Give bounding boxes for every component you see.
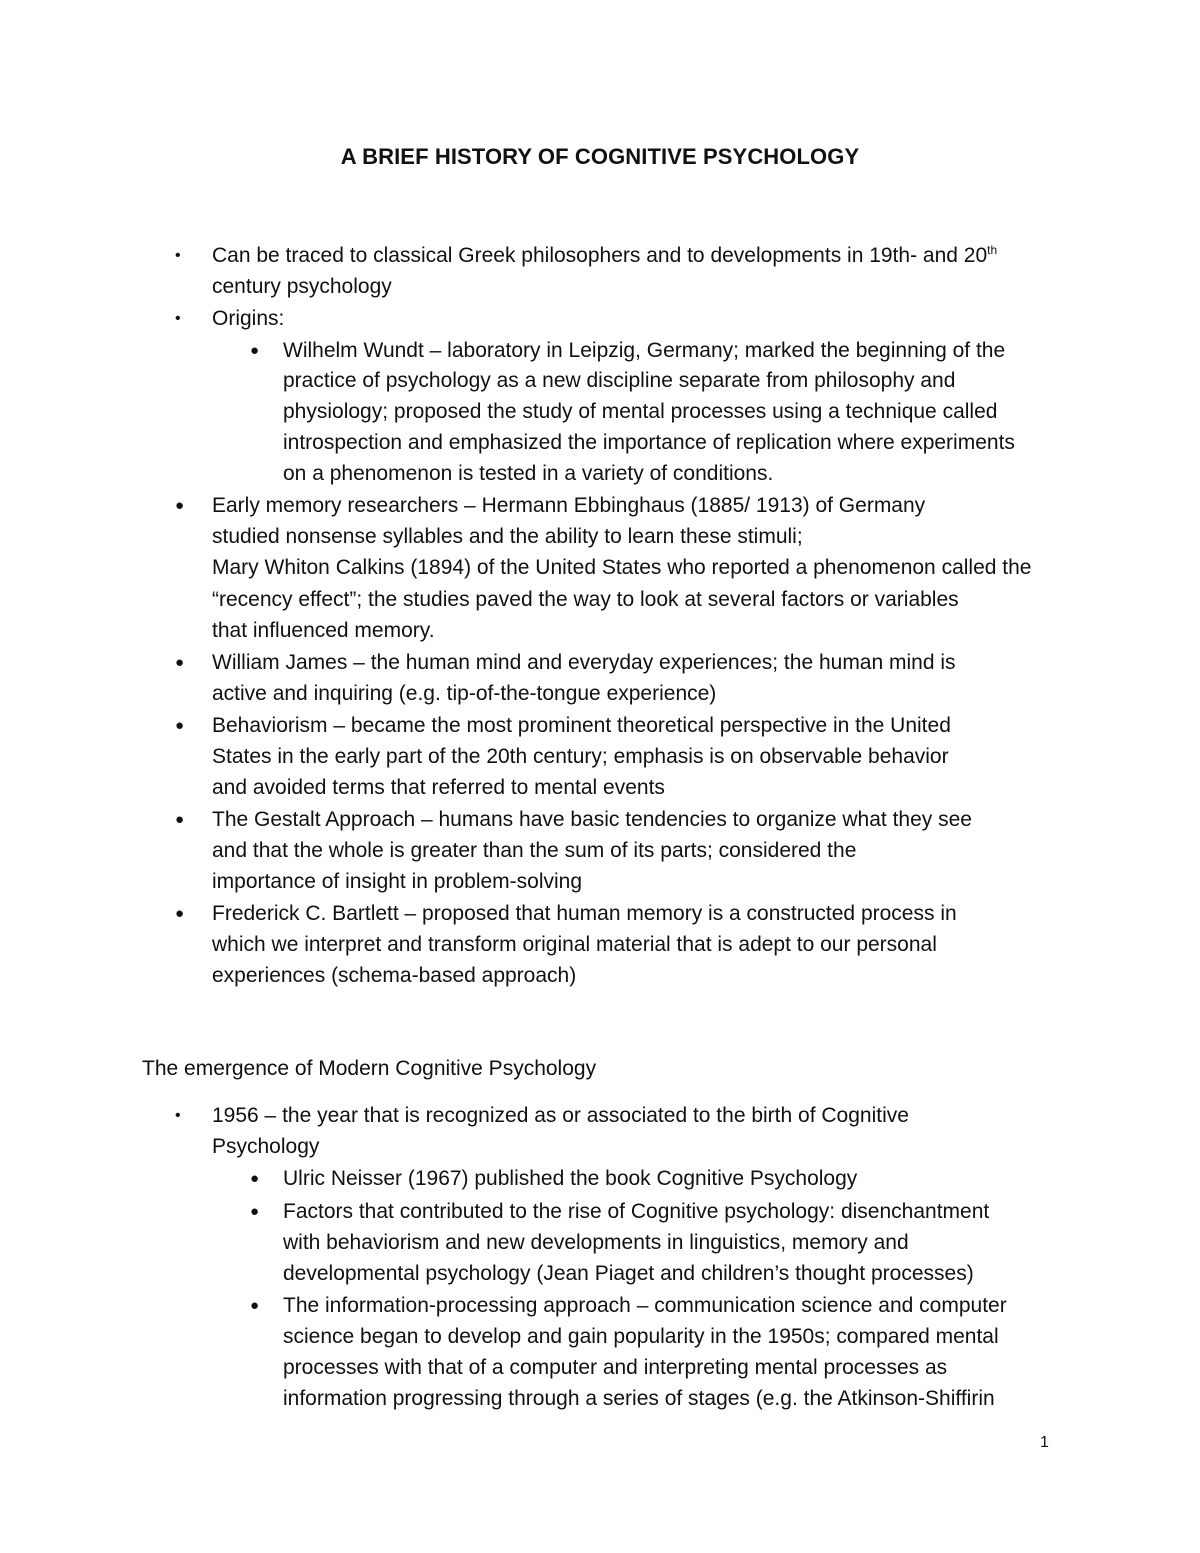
filled-bullet-icon: ● [250,342,260,359]
list-item-line: “recency effect”; the studies paved the way to look at several factors or variables [212,588,959,611]
sub-list-item-line: practice of psychology as a new discipline separate from philosophy and [283,369,956,392]
sub-list-item-line: Ulric Neisser (1967) published the book Cognitive Psychology [283,1167,858,1190]
list-item-line: Early memory researchers – Hermann Ebbinghaus (1885/ 1913) of Germany [212,494,926,517]
filled-bullet-icon: ● [175,497,185,514]
sub-list-item-line: developmental psychology (Jean Piaget and children’s thought processes) [283,1262,974,1285]
list-item-line: States in the early part of the 20th century; emphasis is on observable behavior [212,745,949,768]
filled-bullet-icon: ● [175,654,185,671]
sub-list-item-line: physiology; proposed the study of mental processes using a technique called [283,400,998,423]
list-item-line: 1956 – the year that is recognized as or associated to the birth of Cognitive [212,1104,909,1127]
list-item-line: importance of insight in problem-solving [212,870,583,893]
sub-list-item-line: Factors that contributed to the rise of Cognitive psychology: disenchantment [283,1200,990,1223]
bullet-icon: • [175,247,181,264]
sub-list-item-line: on a phenomenon is tested in a variety of conditions. [283,462,774,485]
page-number: 1 [1040,1434,1049,1451]
list-item-line: Frederick C. Bartlett – proposed that human memory is a constructed process in [212,902,957,925]
list-item-line: century psychology [212,275,392,298]
list-item-line: Origins: [212,307,285,330]
bullet-icon: • [175,1107,181,1124]
filled-bullet-icon: ● [250,1297,260,1314]
list-item-line: Behaviorism – became the most prominent theoretical perspective in the United [212,714,951,737]
filled-bullet-icon: ● [250,1170,260,1187]
filled-bullet-icon: ● [175,717,185,734]
filled-bullet-icon: ● [175,811,185,828]
list-item-line: and that the whole is greater than the sum of its parts; considered the [212,839,857,862]
list-item-line: The Gestalt Approach – humans have basic tendencies to organize what they see [212,808,972,831]
sub-list-item-line: science began to develop and gain popularity in the 1950s; compared mental [283,1325,999,1348]
document-title: A BRIEF HISTORY OF COGNITIVE PSYCHOLOGY [340,144,860,169]
sub-list-item-line: Wilhelm Wundt – laboratory in Leipzig, Germany; marked the beginning of the [283,339,1006,362]
list-item-line: and avoided terms that referred to mental events [212,776,665,799]
sub-list-item-line: The information-processing approach – communication science and computer [283,1294,1007,1317]
list-item-line: which we interpret and transform original material that is adept to our personal [212,933,937,956]
sub-list-item-line: information progressing through a series of stages (e.g. the Atkinson-Shiffirin [283,1387,995,1410]
list-item-line: experiences (schema-based approach) [212,964,577,987]
filled-bullet-icon: ● [175,905,185,922]
list-item-line: active and inquiring (e.g. tip-of-the-tongue experience) [212,682,717,705]
bullet-icon: • [175,310,181,327]
list-item-line: studied nonsense syllables and the ability to learn these stimuli; [212,525,803,548]
list-item-line: Can be traced to classical Greek philosophers and to developments in 19th- and 20th [212,243,998,267]
list-item-line: Psychology [212,1135,320,1158]
sub-list-item-line: with behaviorism and new developments in linguistics, memory and [283,1231,909,1254]
filled-bullet-icon: ● [250,1203,260,1220]
sub-list-item-line: processes with that of a computer and interpreting mental processes as [283,1356,948,1379]
section-heading: The emergence of Modern Cognitive Psychology [142,1057,597,1080]
sub-list-item-line: introspection and emphasized the importance of replication where experiments [283,431,1015,454]
list-item-line: Mary Whiton Calkins (1894) of the United States who reported a phenomenon called the [212,556,1032,579]
list-item-line: that influenced memory. [212,619,435,642]
list-item-line: William James – the human mind and everyday experiences; the human mind is [212,651,956,674]
